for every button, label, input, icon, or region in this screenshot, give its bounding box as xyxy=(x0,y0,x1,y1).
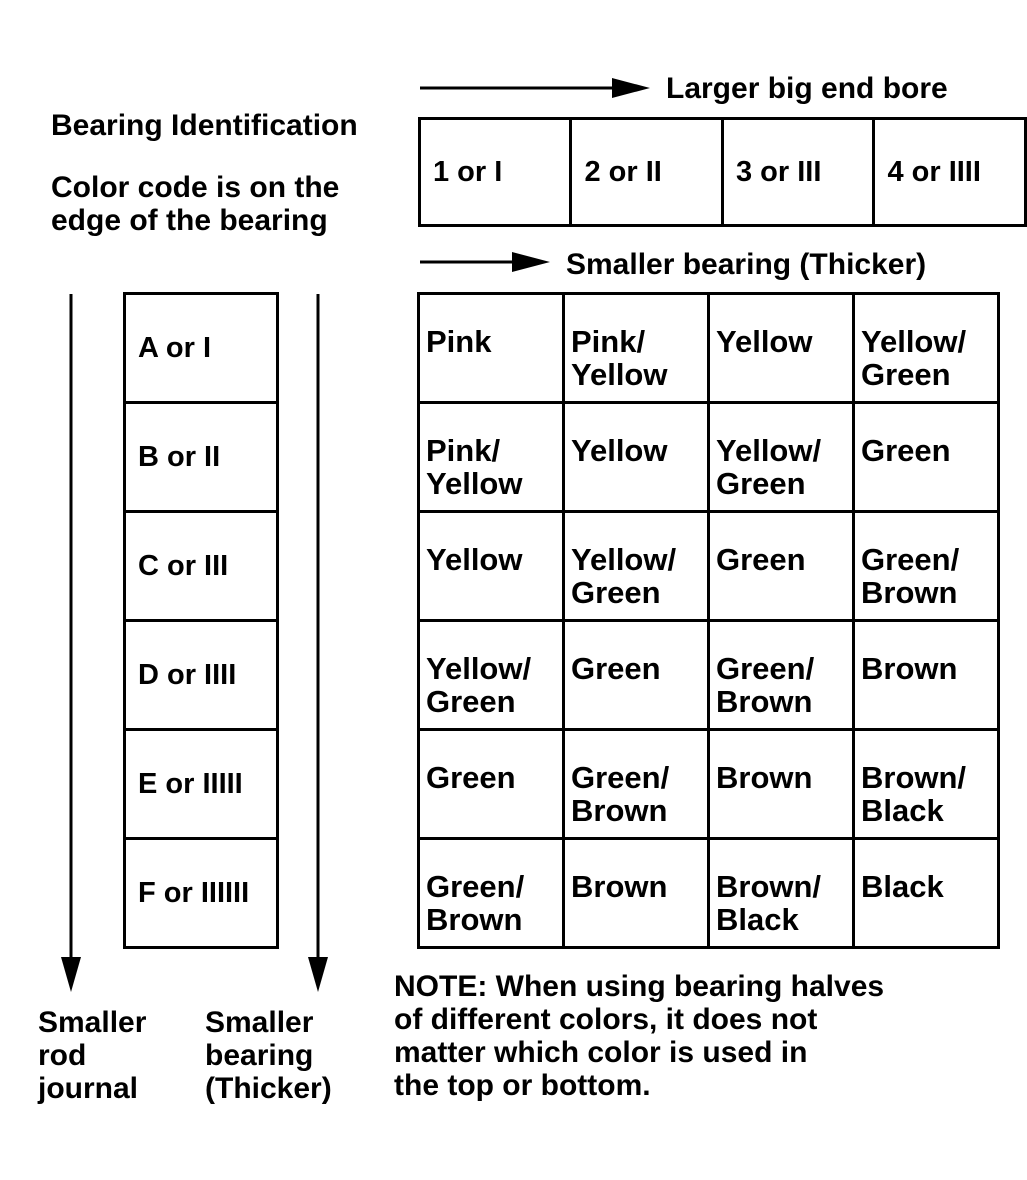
column-header-1: 1 or I xyxy=(420,119,571,226)
matrix-cell: Green xyxy=(419,730,564,839)
matrix-row xyxy=(419,403,999,512)
matrix-cell: Green xyxy=(709,512,854,621)
center-arrow-label-line-2: bearing xyxy=(205,1039,314,1072)
row-header-c: C or III xyxy=(125,512,278,621)
matrix-row xyxy=(419,839,999,948)
column-header-4: 4 or IIII xyxy=(874,119,1026,226)
matrix-cell: Pink/ Yellow xyxy=(564,294,709,403)
matrix-row xyxy=(419,294,999,403)
matrix-cell: Brown xyxy=(854,621,999,730)
matrix-cell: Green xyxy=(854,403,999,512)
column-header-table xyxy=(418,117,1027,227)
row-header-a: A or I xyxy=(125,294,278,403)
column-header-2: 2 or II xyxy=(571,119,722,226)
left-arrow-label-line-1: Smaller xyxy=(38,1006,147,1039)
matrix-row xyxy=(419,730,999,839)
row-header-table xyxy=(123,292,279,949)
matrix-cell: Yellow/ Green xyxy=(709,403,854,512)
matrix-cell: Green/ Brown xyxy=(854,512,999,621)
matrix-cell: Yellow/ Green xyxy=(854,294,999,403)
middle-arrow-label: Smaller bearing (Thicker) xyxy=(566,248,927,281)
matrix-cell: Green/ Brown xyxy=(419,839,564,948)
row-header-d: D or IIII xyxy=(125,621,278,730)
top-arrow-label: Larger big end bore xyxy=(666,72,948,105)
column-header-3: 3 or III xyxy=(722,119,873,226)
center-arrow-label-line-3: (Thicker) xyxy=(205,1072,332,1105)
matrix-cell: Yellow/ Green xyxy=(419,621,564,730)
matrix-cell: Brown/ Black xyxy=(854,730,999,839)
matrix-cell: Pink xyxy=(419,294,564,403)
left-down-arrow xyxy=(61,294,81,992)
matrix-cell: Yellow xyxy=(419,512,564,621)
left-arrow-label-line-3: journal xyxy=(38,1072,139,1105)
top-right-arrow xyxy=(420,78,650,98)
matrix-row xyxy=(419,621,999,730)
row-header-f: F or IIIIII xyxy=(125,839,278,948)
middle-right-arrow xyxy=(420,252,550,272)
note-line-3: matter which color is used in xyxy=(394,1036,808,1069)
matrix-cell: Brown/ Black xyxy=(709,839,854,948)
matrix-cell: Pink/ Yellow xyxy=(419,403,564,512)
note-line-1: NOTE: When using bearing halves xyxy=(394,970,885,1003)
subtitle-line-2: edge of the bearing xyxy=(51,204,328,237)
matrix-cell: Yellow/ Green xyxy=(564,512,709,621)
row-header-e: E or IIIII xyxy=(125,730,278,839)
matrix-row xyxy=(419,512,999,621)
note-line-4: the top or bottom. xyxy=(394,1069,651,1102)
center-down-arrow xyxy=(308,294,328,992)
matrix-cell: Green/ Brown xyxy=(564,730,709,839)
left-arrow-label-line-2: rod xyxy=(38,1039,87,1072)
page-title: Bearing Identification xyxy=(51,109,358,142)
matrix-cell: Black xyxy=(854,839,999,948)
matrix-cell: Green xyxy=(564,621,709,730)
note-line-2: of different colors, it does not xyxy=(394,1003,818,1036)
row-header-b: B or II xyxy=(125,403,278,512)
matrix-cell: Brown xyxy=(564,839,709,948)
matrix-cell: Brown xyxy=(709,730,854,839)
bearing-color-matrix xyxy=(417,292,1000,949)
subtitle-line-1: Color code is on the xyxy=(51,171,340,204)
center-arrow-label-line-1: Smaller xyxy=(205,1006,314,1039)
matrix-cell: Green/ Brown xyxy=(709,621,854,730)
matrix-cell: Yellow xyxy=(564,403,709,512)
matrix-cell: Yellow xyxy=(709,294,854,403)
